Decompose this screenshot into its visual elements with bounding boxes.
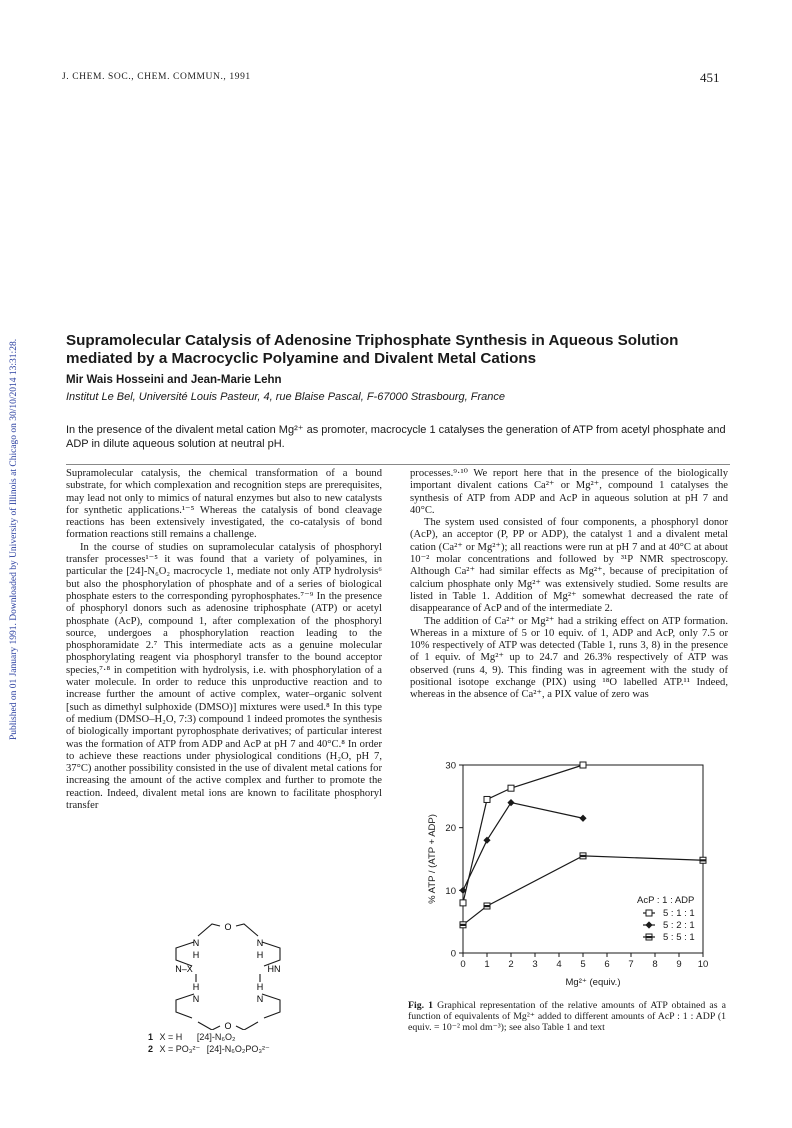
- abstract: In the presence of the divalent metal cation Mg²⁺ as promoter, macrocycle 1 catalyses the generation of ATP from acetyl phosphate and ADP in dilute aqueous solution at neutral pH.: [66, 424, 726, 450]
- x-tick-label: 0: [460, 959, 466, 970]
- authors: Mir Wais Hosseini and Jean-Marie Lehn: [66, 374, 282, 386]
- data-point-fill: [484, 905, 490, 907]
- y-axis-label: % ATP / (ATP + ADP): [427, 814, 438, 904]
- affiliation: Institut Le Bel, Université Louis Pasteur, 4, rue Blaise Pascal, F-67000 Strasbourg, France: [66, 391, 506, 403]
- paragraph: processes.⁹·¹⁰ We report here that in the presence of the biologically important divalent cations Ca²⁺ or Mg²⁺, compound 1 catalyses the synthesis of ATP from ADP and AcP in aqueous solution at pH 7 and 40°C.: [410, 468, 728, 516]
- legend-entry: 5 : 2 : 1: [663, 920, 695, 931]
- paragraph: The system used consisted of four components, a phosphoryl donor (AcP), an acceptor (P, PP or ADP), the catalyst 1 and a divalent metal cation (Ca²⁺ or Mg²⁺); all reactions were run at pH 7 and at 40°C at about 10⁻² molar concentrations and followed by ³¹P NMR spectroscopy. Although Ca²⁺ had similar effects as Mg²⁺, because of precipitation of calcium phosphate only Mg²⁺ was extensively studied. Some results are listed in Table 1. Addition of Mg²⁺ somewhat decreased the rate of disappearance of AcP and of the intermediate 2.: [410, 517, 728, 615]
- atom-label: N: [192, 938, 200, 948]
- x-tick-label: 3: [532, 959, 538, 970]
- atom-label: O: [224, 922, 232, 932]
- series-line: [463, 803, 583, 891]
- x-tick-label: 2: [508, 959, 514, 970]
- data-point: [645, 921, 652, 928]
- atom-label: N: [256, 938, 264, 948]
- atom-label: O: [224, 1021, 232, 1030]
- y-tick-label: 30: [445, 760, 456, 772]
- paragraph: The addition of Ca²⁺ or Mg²⁺ had a striking effect on ATP formation. Whereas in a mixture of 5 or 10 equiv. of 1, ADP and AcP, only 7.5 or 10% respectively of ATP was detected (Table 1, runs 3, 8) in the presence of 1 equiv. of Mg²⁺ up to 24.7 and 26.3% respectively of ATP was observed (runs 4, 9). This finding was in agreement with the study of positional isotope exchange (PIX) using ¹⁸O labelled ATP.¹¹ Indeed, whereas in the absence of Ca²⁺, a PIX value of zero was: [410, 615, 728, 701]
- compound-x: X = H: [159, 1032, 183, 1042]
- atom-label: H: [192, 950, 200, 960]
- compound-number: 2: [148, 1044, 154, 1054]
- atom-label: H: [256, 950, 264, 960]
- data-point: [484, 796, 490, 802]
- download-note[interactable]: Published on 01 January 1991. Downloaded by University of Illinois at Chicago on 30/10/2014 13:31:28.: [9, 338, 19, 740]
- caption-label: Fig. 1: [408, 1000, 434, 1011]
- data-point-fill: [580, 855, 586, 857]
- x-tick-label: 5: [580, 959, 586, 970]
- caption-text: Graphical representation of the relative amounts of ATP obtained as a function of equivalents of Mg²⁺ added to different amounts of AcP : 1 : ADP (1 equiv. = 10⁻² mol dm⁻³); see also Table 1 and text: [408, 1000, 726, 1033]
- x-tick-label: 10: [697, 959, 709, 970]
- atp-chart: [415, 755, 715, 995]
- x-tick-label: 7: [628, 959, 634, 970]
- series-line: [463, 765, 583, 903]
- compound-x: X = PO₃²⁻: [159, 1044, 201, 1054]
- compound-name: [24]-N₆O₂: [196, 1032, 236, 1042]
- data-point: [579, 815, 586, 822]
- x-tick-label: 4: [556, 959, 562, 970]
- compound-name: [24]-N₆O₂PO₃²⁻: [206, 1044, 270, 1054]
- data-point-fill: [646, 936, 652, 938]
- data-point: [508, 785, 514, 791]
- data-point: [483, 837, 490, 844]
- journal-header: J. CHEM. SOC., CHEM. COMMUN., 1991: [62, 72, 251, 82]
- body-right-column: [410, 468, 728, 702]
- x-tick-label: 9: [676, 959, 682, 970]
- x-tick-label: 1: [484, 959, 490, 970]
- x-tick-label: 6: [604, 959, 610, 970]
- data-point: [460, 900, 466, 906]
- legend-title: AcP : 1 : ADP: [637, 895, 695, 906]
- atom-label: HN: [267, 964, 281, 974]
- article-title: Supramolecular Catalysis of Adenosine Triphosphate Synthesis in Aqueous Solution mediated by a Macrocyclic Polyamine and Divalent Metal Cations: [66, 332, 679, 367]
- legend-entry: 5 : 5 : 1: [663, 932, 695, 943]
- paragraph: In the course of studies on supramolecular catalysis of phosphoryl transfer processes¹⁻⁵ it was found that a variety of polyamines, in particular the [24]-N₆O₂ macrocycle 1, mediate not only ATP hydrolysis⁶ but also the phosphorylation of phosphate and of a series of biological phosphate esters to the corresponding pyrophosphates.⁷⁻⁹ In the presence of phosphoryl donors such as adenosine triphosphate (ATP) or acetyl phosphate (AcP), compound 1, after complexation of the phosphoryl source, undergoes a phosphorylation reaction leading to the phosphoramidate 2.⁷ This intermediate acts as a genuine molecular phosphorylating reagent via phosphoryl transfer to the bound acceptor species,⁷·⁸ in competition with hydrolysis, i.e. with phosphorylation of a water molecule. In order to reduce this unproductive reaction and to increase further the amount of active complex, water–organic solvent [such as dimethyl sulphoxide (DMSO)] mixtures were used.⁸ In this type of medium (DMSO–H₂O, 7:3) compound 1 indeed promotes the synthesis of biologically important pyrophosphate derivatives; of particular interest was the formation of ATP from ADP and AcP at pH 7 and 40°C.⁸ In order to achieve these reactions under physiological conditions (H₂O, pH 7, 37°C) another possibility consisted in the use of divalent metal cations for increasing the amount of the active complex and further to promote the reaction. Indeed, divalent metal ions are known to facilitate phosphoryl transfer: [66, 541, 382, 812]
- divider: [66, 464, 730, 465]
- compound-number: 1: [148, 1032, 154, 1042]
- y-tick-label: 10: [445, 885, 456, 897]
- atom-label: N–X: [175, 964, 193, 974]
- data-point: [507, 799, 514, 806]
- data-point: [646, 910, 652, 916]
- x-axis-label: Mg²⁺ (equiv.): [565, 977, 621, 988]
- data-point-fill: [700, 859, 706, 861]
- x-tick-label: 8: [652, 959, 658, 970]
- page-number: 451: [700, 70, 720, 85]
- data-point: [580, 762, 586, 768]
- figure-caption: [408, 1000, 726, 1033]
- atom-label: H: [192, 982, 200, 992]
- body-left-column: [66, 468, 382, 812]
- macrocycle-structure: [150, 908, 310, 1030]
- legend-entry: 5 : 1 : 1: [663, 908, 695, 919]
- atom-label: N: [192, 994, 200, 1004]
- y-tick-label: 0: [450, 948, 456, 960]
- structure-legend: [148, 1032, 270, 1056]
- y-tick-label: 20: [445, 823, 456, 835]
- atom-label: N: [256, 994, 264, 1004]
- paragraph: Supramolecular catalysis, the chemical transformation of a bound substrate, for which complexation and recognition steps are prerequisites, may lead not only to mimics of natural enzymes but also to new catalysts for synthetic applications.¹⁻⁵ Whereas the catalysis of bond cleavage reactions has been extensively investigated, the co-catalysis of bond formation reactions still remains a challenge.: [66, 468, 382, 541]
- data-point-fill: [460, 924, 466, 926]
- atom-label: H: [256, 982, 264, 992]
